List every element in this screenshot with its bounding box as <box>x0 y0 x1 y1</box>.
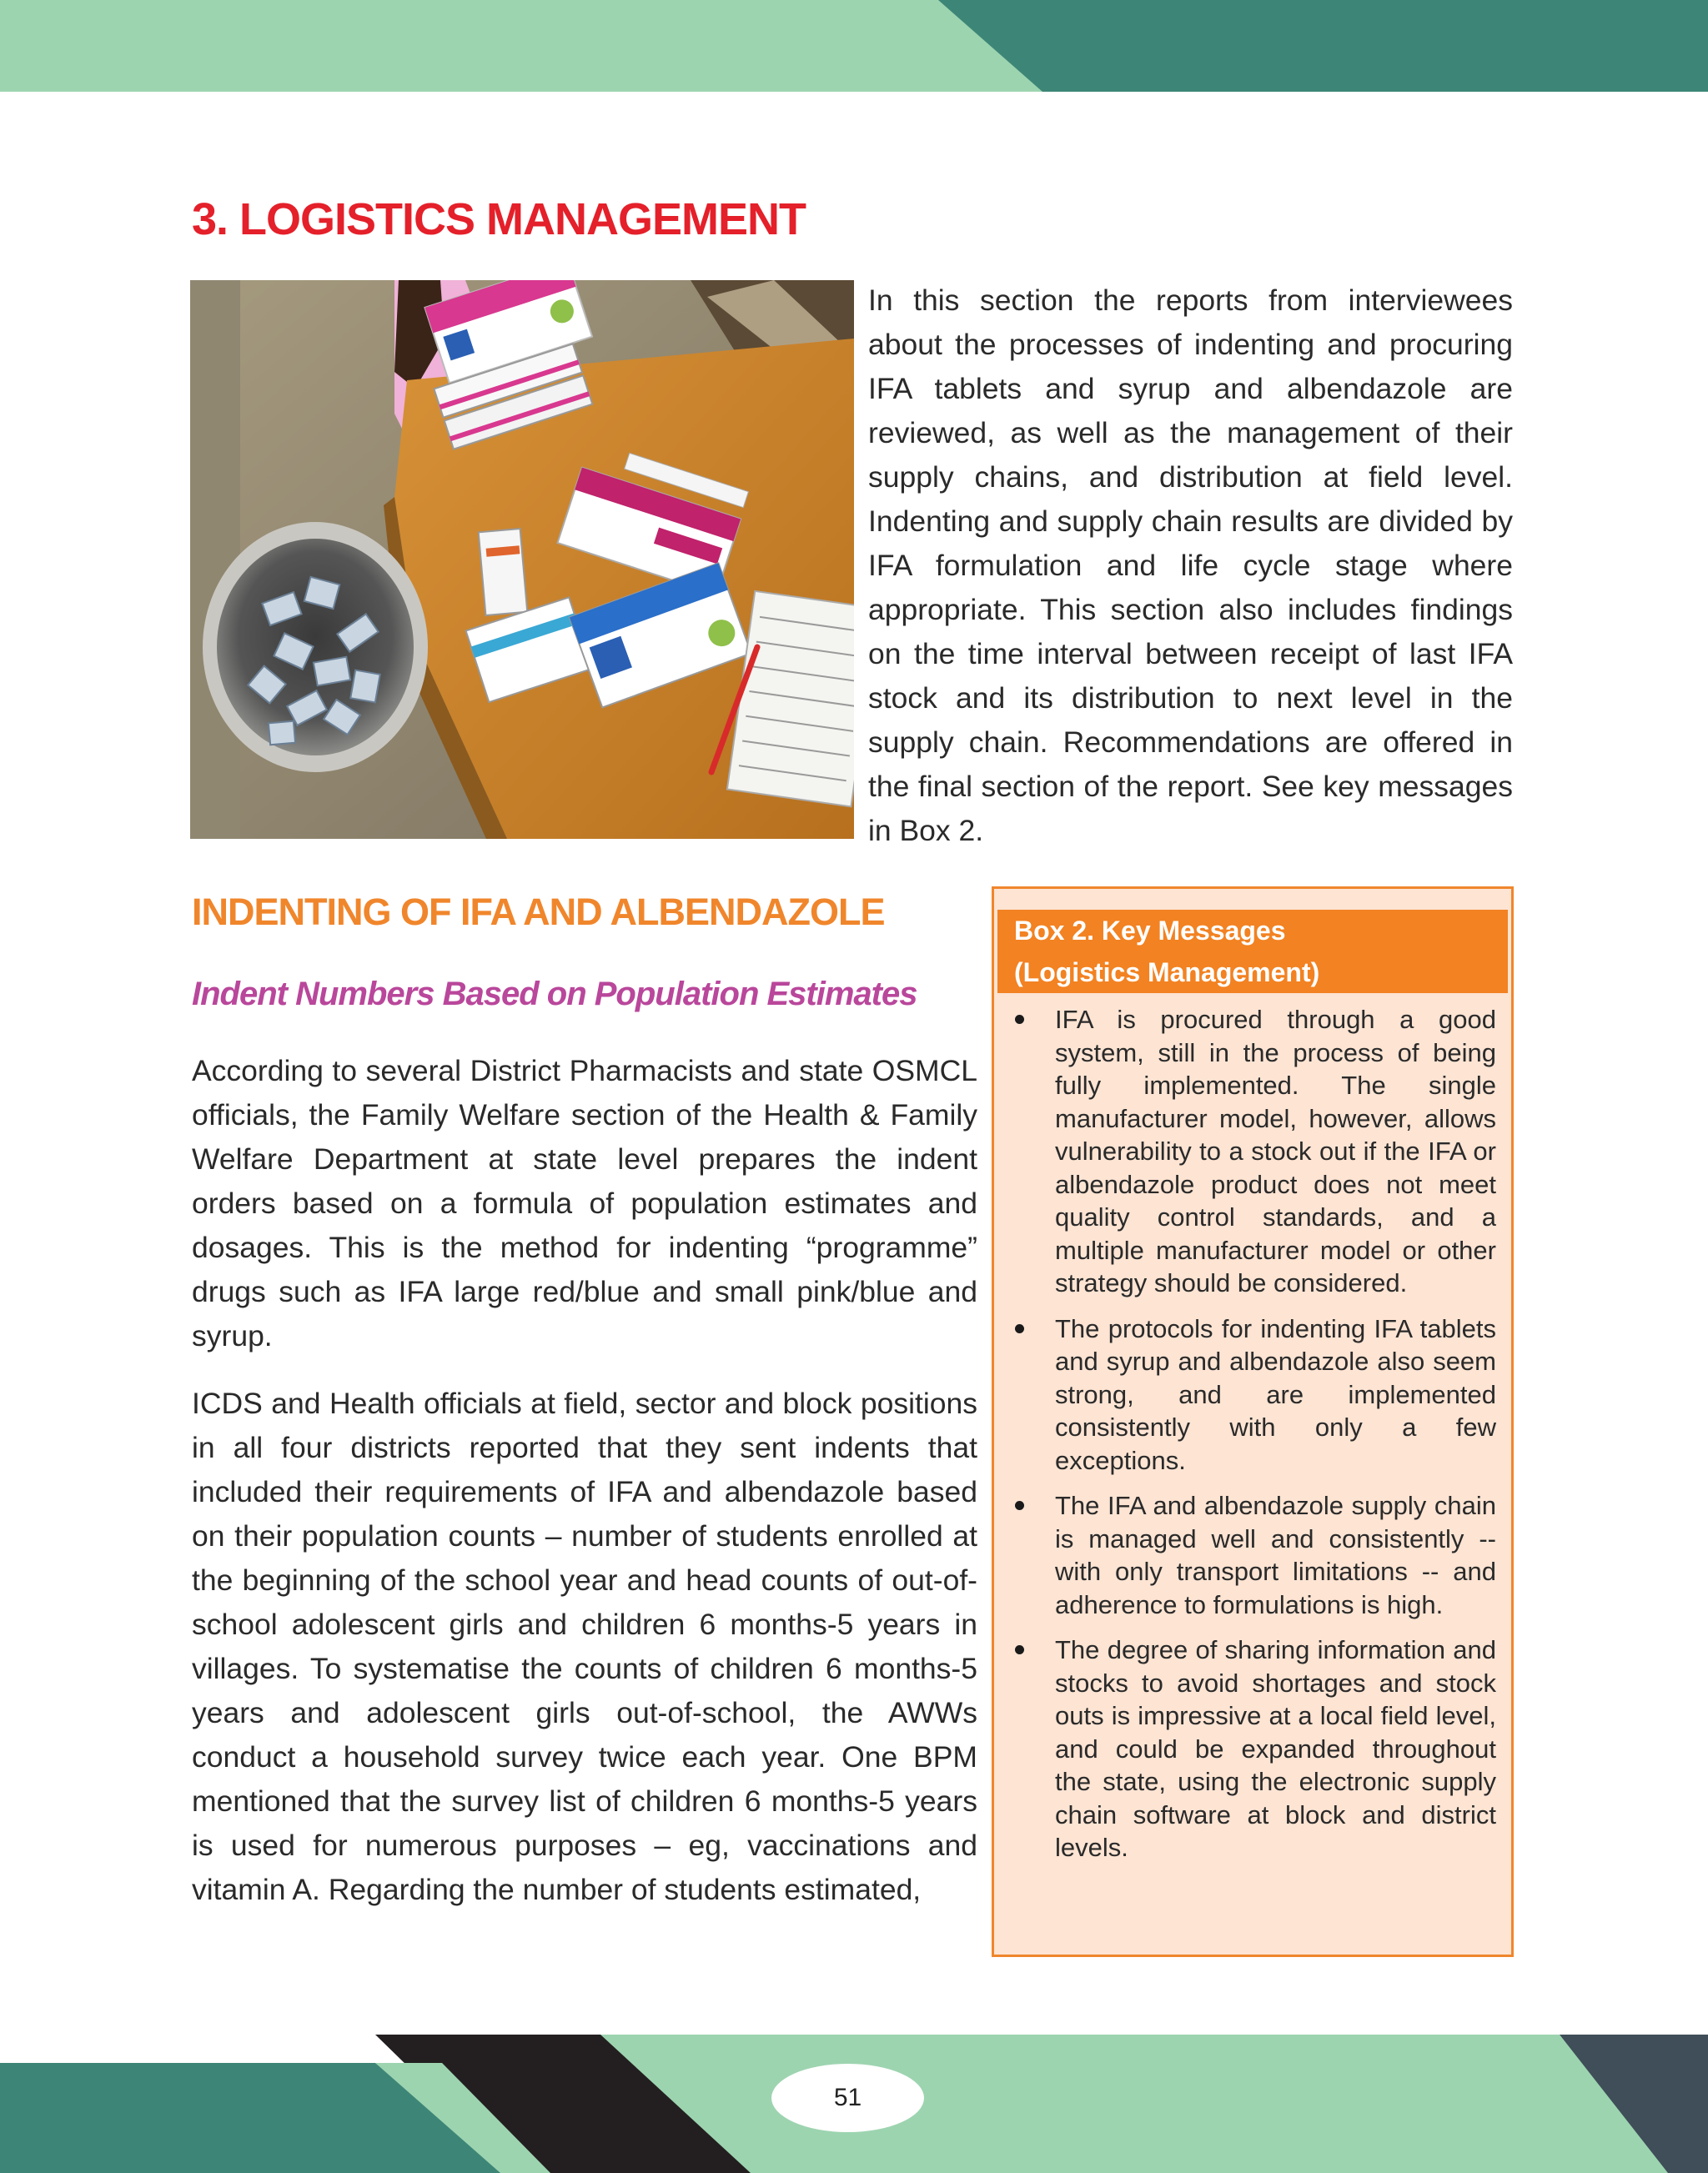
bullet-icon <box>1015 1645 1024 1654</box>
key-messages-list <box>994 1003 1511 1864</box>
indenting-heading: INDENTING OF IFA AND ALBENDAZOLE <box>192 891 885 933</box>
page-number-badge <box>771 2064 924 2132</box>
top-decorative-band <box>0 0 1708 93</box>
bullet-icon <box>1015 1324 1024 1333</box>
body-paragraph-2: ICDS and Health officials at field, sector and block positions in all four districts reported that they sent indents that included their requirements of IFA and albendazole based on their population counts – number of students enrolled at the beginning of the school year and head counts of out-of-school adolescent girls and children 6 months-5 years in villages. To systematise the counts of children 6 months-5 years and adolescent girls out-of-school, the AWWs conduct a household survey twice each year. One BPM mentioned that the survey list of children 6 months-5 years is used for numerous purposes – eg, vaccinations and vitamin A. Regarding the number of students estimated, <box>192 1387 977 1906</box>
key-message-item <box>1015 1003 1496 1300</box>
key-message-text: The degree of sharing information and stocks to avoid shortages and stock outs is impressive at a local field level, and could be expanded throughout the state, using the electronic supply chain software at block and district levels. <box>1055 1635 1496 1862</box>
indent-numbers-subheading: Indent Numbers Based on Population Estimates <box>192 976 917 1012</box>
bullet-icon <box>1015 1015 1024 1024</box>
intro-paragraph: In this section the reports from interviewees about the processes of indenting and procuring IFA tablets and syrup and albendazole are reviewed, as well as the management of their supply chains, and distribution at field level. Indenting and supply chain results are divided by IFA formulation and life cycle stage where appropriate. This section also includes findings on the time interval between receipt of last IFA stock and its distribution to next level in the supply chain. Recommendations are offered in the final section of the report. See key messages in Box 2. <box>868 284 1513 847</box>
photo-ifa-tablet-boxes <box>190 280 854 839</box>
key-message-item <box>1015 1634 1496 1864</box>
key-message-text: IFA is procured through a good system, still in the process of being fully implemented. The single manufacturer model, however, allows vulnerability to a stock out if the IFA or albendazole product does not meet quality control standards, and a multiple manufacturer model or other strategy should be considered. <box>1055 1005 1496 1297</box>
key-messages-box-header <box>997 910 1508 993</box>
box-title-line-1: Box 2. Key Messages <box>1014 916 1286 946</box>
key-message-item <box>1015 1489 1496 1621</box>
key-message-text: The IFA and albendazole supply chain is managed well and consistently -- with only transport limitations -- and adherence to formulations is high. <box>1055 1491 1496 1619</box>
page-number: 51 <box>833 2084 862 2111</box>
key-messages-box <box>992 886 1514 1957</box>
section-title: 3. LOGISTICS MANAGEMENT <box>192 194 806 244</box>
key-message-text: The protocols for indenting IFA tablets and syrup and albendazole also seem strong, and are implemented consistently with only a few exceptions. <box>1055 1313 1496 1475</box>
box-title-line-2: (Logistics Management) <box>1014 957 1320 987</box>
bullet-icon <box>1015 1501 1024 1510</box>
body-paragraph-1: According to several District Pharmacists and state OSMCL officials, the Family Welfare section of the Health & Family Welfare Department at state level prepares the indent orders based on a formula of population estimates and dosages. This is the method for indenting “programme” drugs such as IFA large red/blue and small pink/blue and syrup. <box>192 1054 977 1352</box>
key-message-item <box>1015 1312 1496 1478</box>
